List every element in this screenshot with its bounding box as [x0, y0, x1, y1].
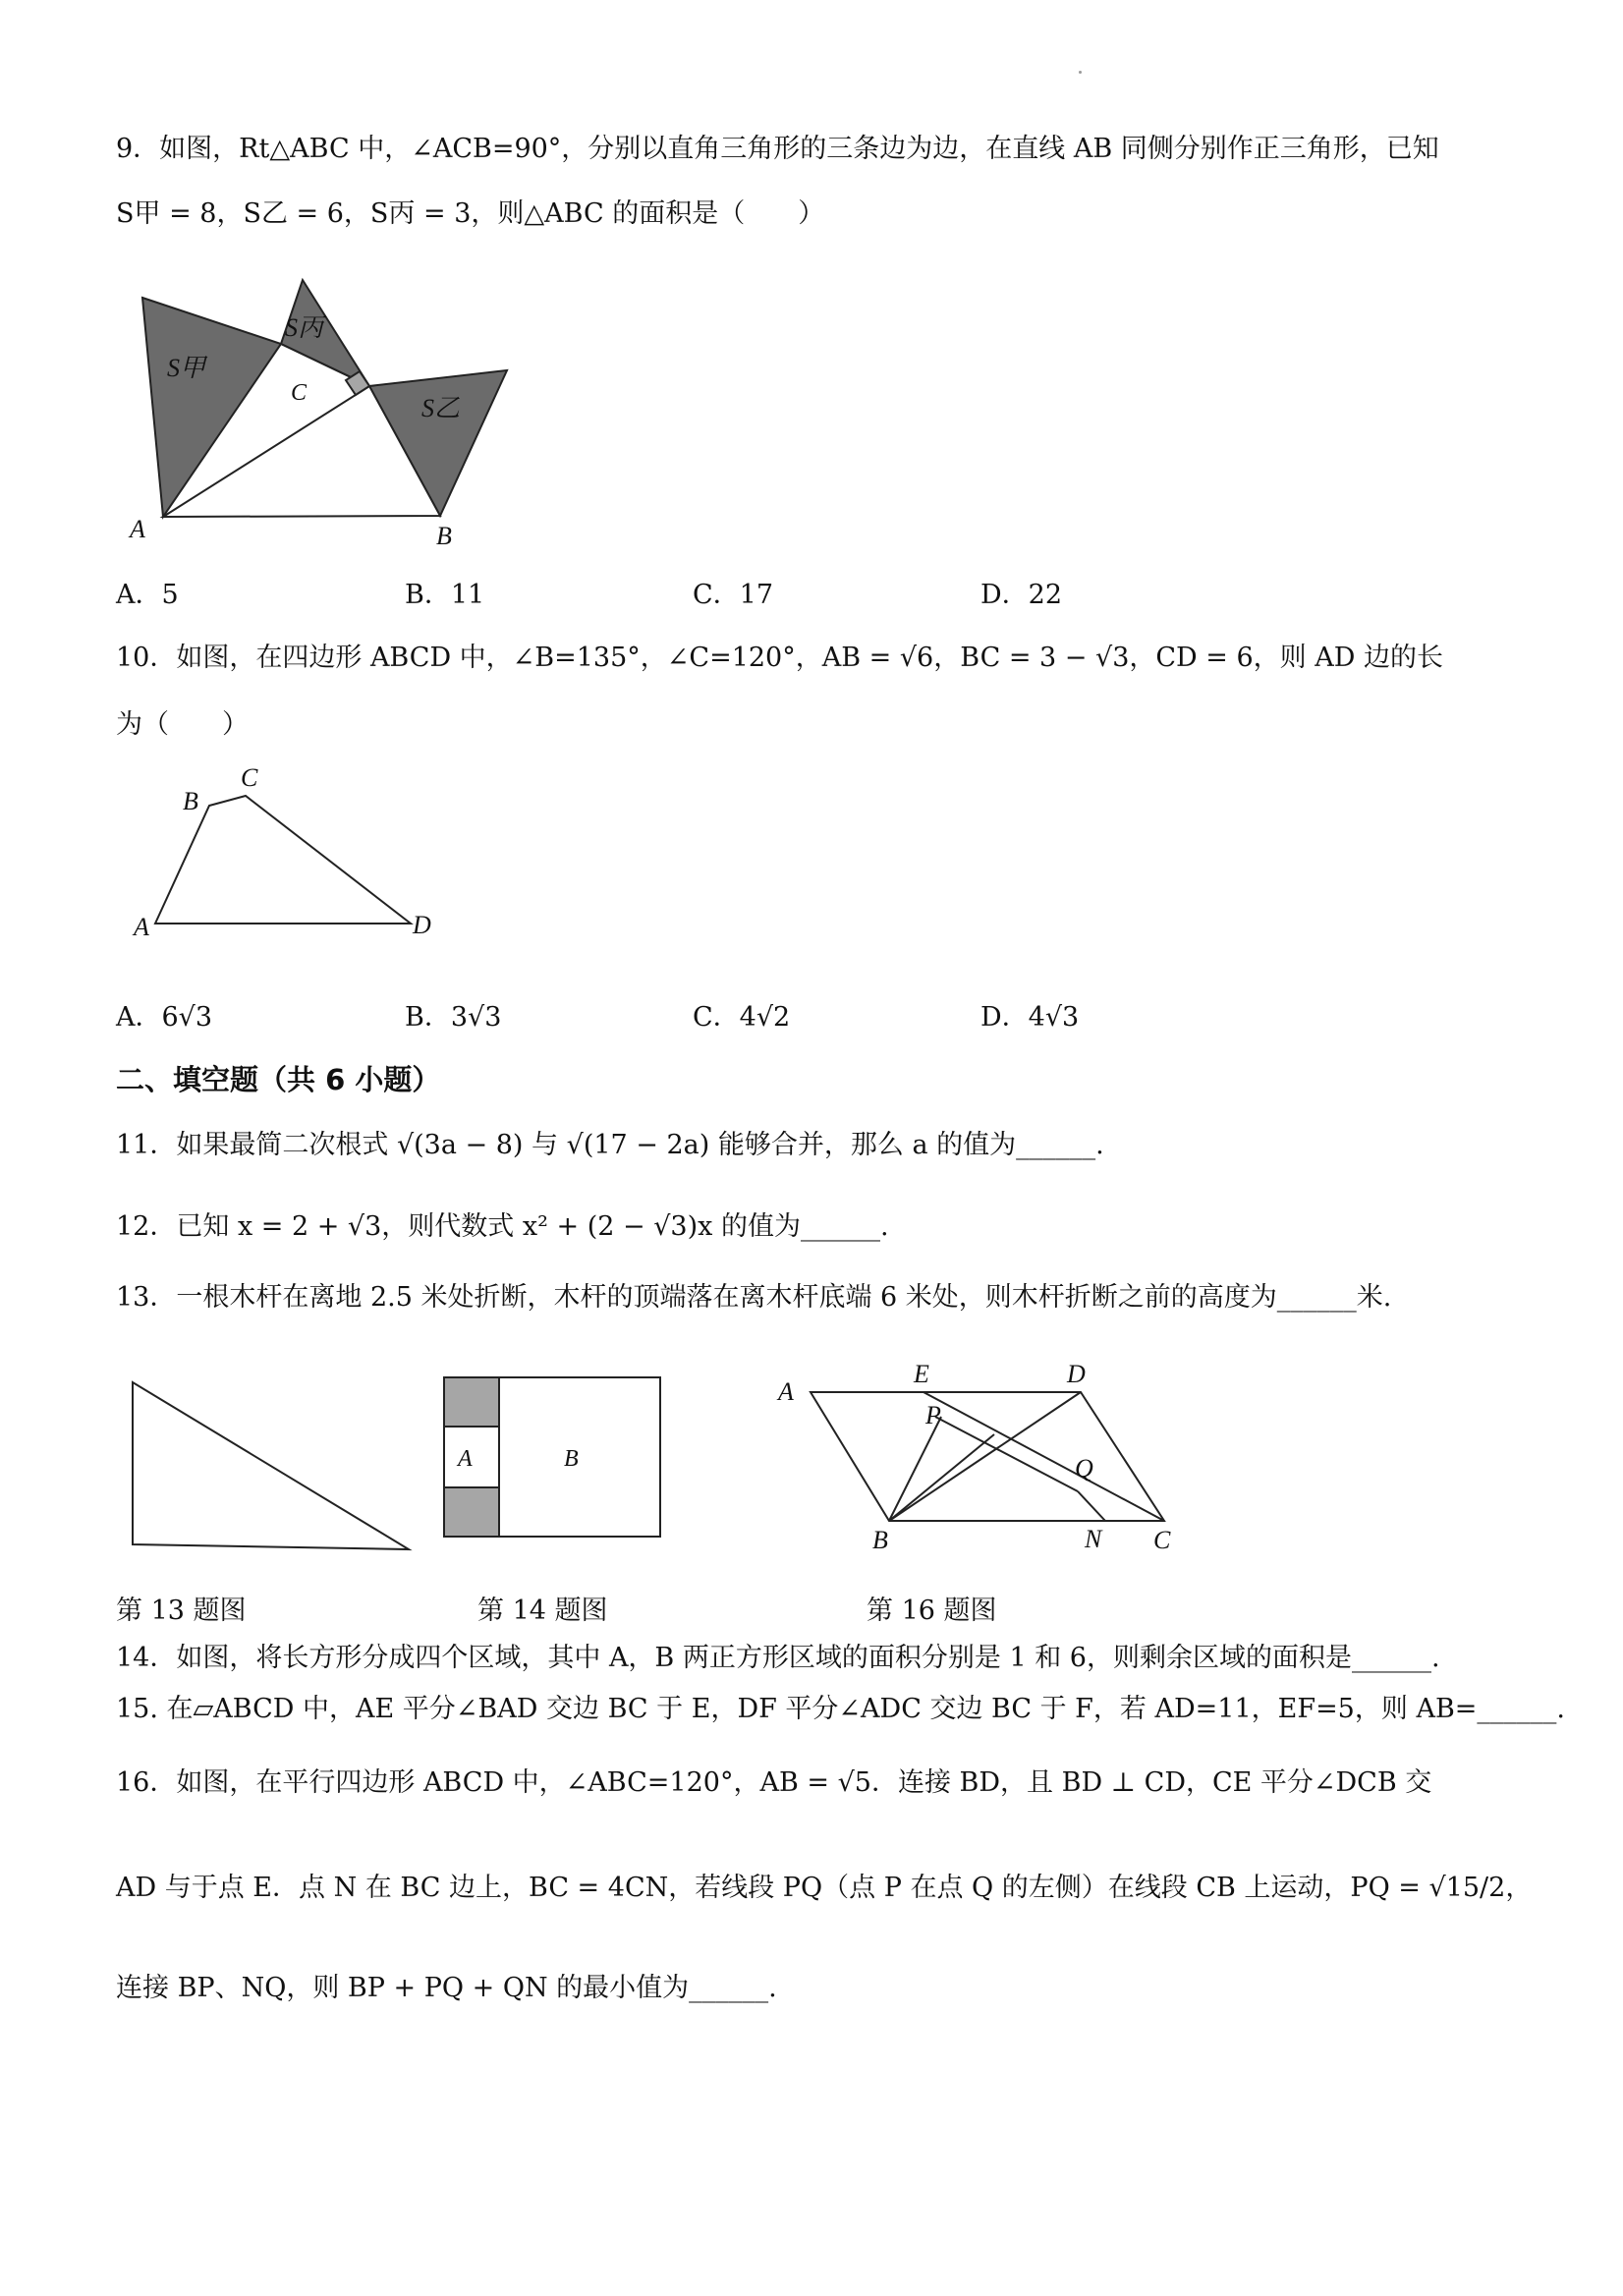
- q9-option-a: A．5: [116, 580, 179, 610]
- q13-text: 13．一根木杆在离地 2.5 米处折断，木杆的顶端落在离木杆底端 6 米处，则木杆折断之前的高度为______米.: [116, 1282, 1392, 1313]
- label-c: C: [291, 380, 308, 406]
- label-s-yi: S乙: [421, 394, 461, 422]
- stray-dot: [1079, 71, 1082, 74]
- caption-fig13: 第 13 题图: [116, 1596, 247, 1626]
- segment-bp: [889, 1417, 941, 1521]
- section-title: 二、填空题（共 6 小题）: [116, 1063, 441, 1096]
- q9-option-c: C．17: [693, 580, 774, 610]
- q10-option-b: B．3√3: [405, 1002, 502, 1033]
- segment-ce: [923, 1392, 1164, 1521]
- label-a: A: [130, 515, 145, 543]
- q10-figure: [116, 756, 450, 953]
- q15-text: 15. 在▱ABCD 中，AE 平分∠BAD 交边 BC 于 E，DF 平分∠ADC 交边 BC 于 F，若 AD=11，EF=5，则 AB=______.: [116, 1694, 1565, 1724]
- right-triangle: [133, 1382, 409, 1549]
- segment-qn: [1078, 1491, 1105, 1521]
- label-b: B: [183, 787, 198, 815]
- q12-text: 12．已知 x = 2 + √3，则代数式 x² + (2 − √3)x 的值为______.: [116, 1211, 889, 1242]
- label-s-bing: S丙: [285, 313, 324, 342]
- q16-figure: [766, 1361, 1189, 1557]
- q16-line2: AD 与于点 E．点 N 在 BC 边上，BC = 4CN，若线段 PQ（点 P 在点 Q 的左侧）在线段 CB 上运动，PQ = √15/2，: [116, 1873, 1533, 1903]
- label-a: A: [458, 1446, 473, 1472]
- label-p: P: [925, 1401, 941, 1429]
- shaded-top-region: [444, 1377, 499, 1427]
- label-b: B: [564, 1446, 579, 1472]
- q10-stem-line1: 10．如图，在四边形 ABCD 中，∠B=135°，∠C=120°，AB = √6，BC = 3 − √3，CD = 6，则 AD 边的长: [116, 643, 1443, 673]
- label-c: C: [241, 763, 258, 792]
- label-d: D: [413, 911, 431, 939]
- q14-text: 14．如图，将长方形分成四个区域，其中 A，B 两正方形区域的面积分别是 1 和 6，则剩余区域的面积是______.: [116, 1643, 1440, 1673]
- segment-bp2: [889, 1434, 994, 1521]
- label-a: A: [778, 1377, 794, 1406]
- segment-bd: [889, 1392, 1081, 1521]
- q9-stem-line1: 9．如图，Rt△ABC 中，∠ACB=90°，分别以直角三角形的三条边为边，在直线 AB 同侧分别作正三角形，已知: [116, 134, 1439, 164]
- q16-line3: 连接 BP、NQ，则 BP + PQ + QN 的最小值为______.: [116, 1973, 777, 2003]
- q10-option-a: A．6√3: [116, 1002, 213, 1033]
- shaded-bottom-region: [444, 1487, 499, 1537]
- label-d: D: [1067, 1361, 1086, 1388]
- segment-pq: [935, 1417, 1078, 1491]
- q16-line1: 16．如图，在平行四边形 ABCD 中，∠ABC=120°，AB = √5．连接 BD，且 BD ⊥ CD，CE 平分∠DCB 交: [116, 1767, 1432, 1798]
- q10-option-c: C．4√2: [693, 1002, 791, 1033]
- q9-figure: [116, 265, 529, 560]
- q13-figure: [116, 1371, 430, 1557]
- label-e: E: [914, 1361, 929, 1388]
- caption-fig14: 第 14 题图: [477, 1596, 608, 1626]
- q9-option-d: D．22: [980, 580, 1063, 610]
- q9-option-b: B．11: [405, 580, 485, 610]
- q10-stem-line2: 为（ ）: [116, 709, 249, 740]
- label-b: B: [872, 1526, 888, 1554]
- parallelogram-abcd: [811, 1392, 1164, 1521]
- q10-option-d: D．4√3: [980, 1002, 1080, 1033]
- label-n: N: [1085, 1525, 1102, 1553]
- caption-fig16: 第 16 题图: [867, 1596, 997, 1626]
- label-c: C: [1153, 1526, 1171, 1554]
- q11-text: 11．如果最简二次根式 √(3a − 8) 与 √(17 − 2a) 能够合并，那么 a 的值为______.: [116, 1130, 1104, 1160]
- q9-stem-line2: S甲 = 8，S乙 = 6，S丙 = 3，则△ABC 的面积是（ ）: [116, 198, 825, 229]
- label-b: B: [436, 522, 452, 550]
- q14-figure: [440, 1373, 666, 1542]
- label-s-jia: S甲: [167, 354, 206, 382]
- label-q: Q: [1075, 1454, 1093, 1483]
- label-a: A: [134, 913, 149, 941]
